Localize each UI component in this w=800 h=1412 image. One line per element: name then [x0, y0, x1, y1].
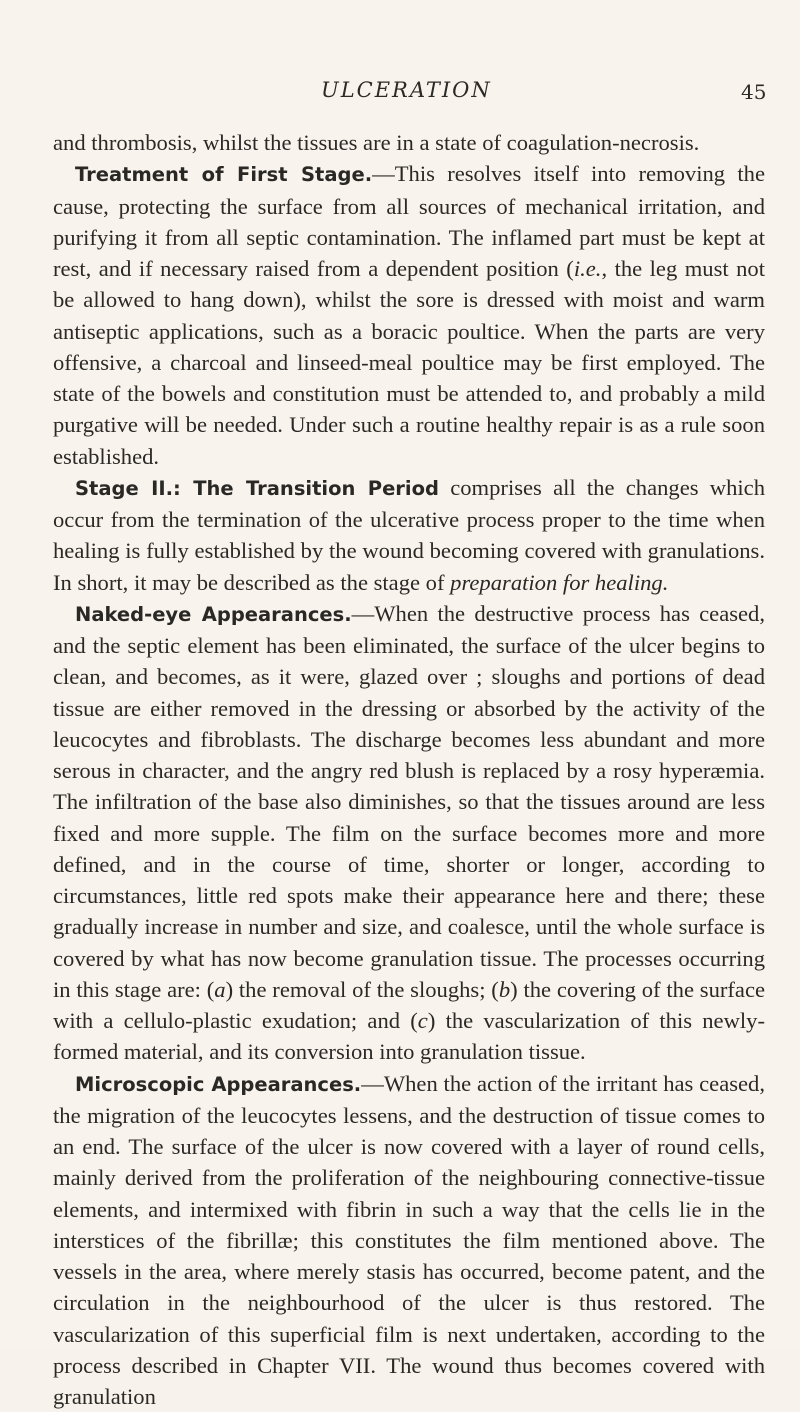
text-segment: —When the destructive process has ceased, and the septic element has been eliminated, the surface of the ulcer begins to clean, and becomes, as it were, glazed over ; sloughs and portions of dead tissue are either removed in the dressing or absorbed by the activity of the leucocytes and fibroblasts. The discharge becomes less abundant and more serous in character, and the angry red blush is replaced by a rosy hyperæmia. The infiltration of the base also diminishes, so that the tissues around are less fixed and more supple. The film on the surface becomes more and more defined, and in the course of time, shorter or longer, according to circumstances, little red spots make their appearance here and there; these gradually increase in number and size, and coalesce, until the whole surface is covered by what has now become granulation tissue. The processes occurring in this stage are: (	[53, 601, 765, 1002]
italic-segment: preparation for healing.	[450, 570, 668, 595]
text-segment: comprises all the changes which occur from the termination of the ulcerative process proper to the time when healing is fully established by the wound becoming covered with granulations. In short, it may be described as the stage of	[53, 475, 765, 595]
body-text	[53, 127, 765, 1412]
paragraph-continuation	[53, 127, 765, 158]
section-heading-treatment-first-stage: Treatment of First Stage.	[75, 163, 372, 186]
text-segment: , the leg must not be allowed to hang down), whilst the sore is dressed with moist and warm antiseptic applications, such as a boracic poultice. When the parts are very offensive, a charcoal and linseed-meal poultice may be first employed. The state of the bowels and constitution must be attended to, and probably a mild purgative will be needed. Under such a routine healthy repair is as a rule soon established.	[53, 256, 765, 469]
page-number: 45	[741, 80, 766, 104]
italic-segment: i.e.	[574, 256, 602, 281]
italic-segment: a	[214, 977, 225, 1002]
text-segment: ) the vascularization of this newly-formed material, and its conversion into granulation tissue.	[53, 1008, 765, 1064]
paragraph-microscopic-appearances	[53, 1068, 765, 1412]
italic-segment: b	[499, 977, 510, 1002]
text-segment: —This resolves itself into removing the cause, protecting the surface from all sources of mechanical irritation, and purifying it from all septic contamination. The inflamed part must be kept at rest, and if necessary raised from a dependent position (	[53, 161, 765, 281]
section-heading-microscopic-appearances: Microscopic Appearances.	[75, 1073, 361, 1096]
text-segment: and thrombosis, whilst the tissues are in a state of coagulation-necrosis.	[53, 130, 699, 155]
text-segment: —When the action of the irritant has ceased, the migration of the leucocytes lessens, and the destruction of tissue comes to an end. The surface of the ulcer is now covered with a layer of round cells, mainly derived from the proliferation of the neighbouring connective-tissue elements, and intermixed with fibrin in such a way that the cells lie in the interstices of the fibrillæ; this constitutes the film mentioned above. The vessels in the area, where merely stasis has occurred, become patent, and the circulation in the neighbourhood of the ulcer is thus restored. The vascularization of this superficial film is next undertaken, according to the process described in Chapter VII. The wound thus becomes covered with granulation	[53, 1071, 765, 1410]
running-head	[0, 78, 800, 112]
section-heading-stage-two: Stage II.: The Transition Period	[75, 477, 439, 500]
text-segment: ) the removal of the sloughs; (	[226, 977, 499, 1002]
running-title: ULCERATION	[321, 78, 492, 102]
paragraph-treatment-first-stage	[53, 158, 765, 472]
italic-segment: c	[418, 1008, 428, 1033]
text-segment: ) the covering of the surface with a cellulo-plastic exudation; and (	[53, 977, 765, 1033]
paragraph-naked-eye-appearances	[53, 598, 765, 1068]
section-heading-naked-eye-appearances: Naked-eye Appearances.	[75, 603, 352, 626]
paragraph-stage-two	[53, 472, 765, 598]
